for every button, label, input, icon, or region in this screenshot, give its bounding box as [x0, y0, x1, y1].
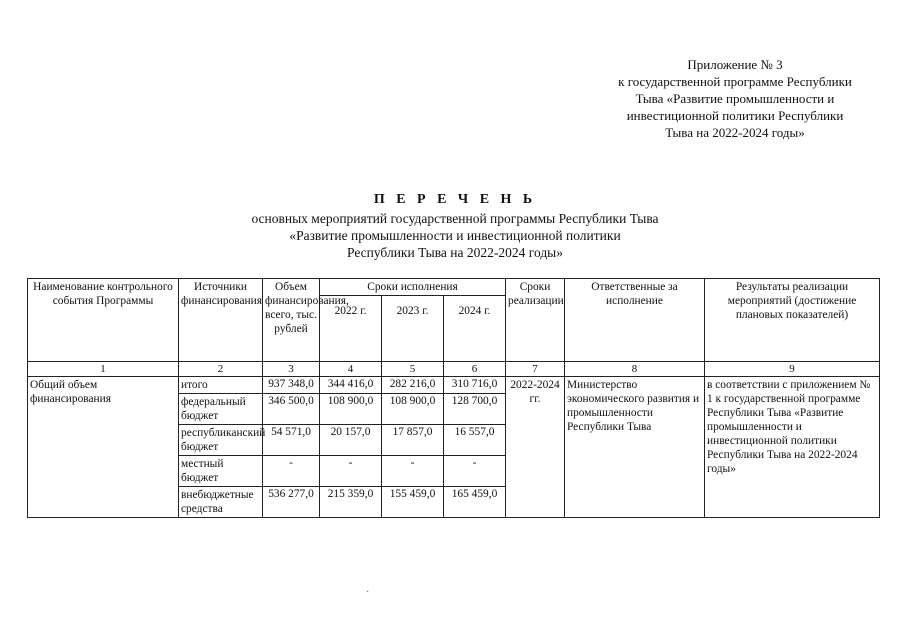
header-year-2023: 2023 г.: [382, 296, 444, 362]
source-cell: федеральный бюджет: [179, 394, 263, 425]
header-year-2022: 2022 г.: [320, 296, 382, 362]
header-volume: Объем финансирования, всего, тыс. рублей: [263, 279, 320, 362]
activities-table: [27, 278, 880, 518]
heading-line: основных мероприятий государственной программы Республики Тыва: [251, 211, 659, 226]
table-row: [28, 377, 880, 394]
source-cell: внебюджетные средства: [179, 487, 263, 518]
year-2022-cell: -: [320, 456, 382, 487]
year-2024-cell: 128 700,0: [444, 394, 506, 425]
header-year-2024: 2024 г.: [444, 296, 506, 362]
column-number: 5: [382, 362, 444, 377]
column-number: 7: [506, 362, 565, 377]
appendix-line: Приложение № 3: [687, 57, 783, 72]
source-cell: республиканский бюджет: [179, 425, 263, 456]
year-2024-cell: 165 459,0: [444, 487, 506, 518]
document-heading: [150, 191, 760, 261]
column-number: 2: [179, 362, 263, 377]
total-cell: -: [263, 456, 320, 487]
year-2022-cell: 344 416,0: [320, 377, 382, 394]
appendix-line: к государственной программе Республики: [618, 74, 852, 89]
header-event-name: Наименование контрольного события Программы: [28, 279, 179, 362]
year-2023-cell: -: [382, 456, 444, 487]
year-2024-cell: -: [444, 456, 506, 487]
year-2023-cell: 17 857,0: [382, 425, 444, 456]
appendix-line: Тыва на 2022-2024 годы»: [665, 125, 805, 140]
year-2024-cell: 310 716,0: [444, 377, 506, 394]
header-sources: Источники финансирования: [179, 279, 263, 362]
year-2023-cell: 282 216,0: [382, 377, 444, 394]
column-number: 1: [28, 362, 179, 377]
column-number: 9: [705, 362, 880, 377]
header-terms: Сроки исполнения: [320, 279, 506, 296]
year-2024-cell: 16 557,0: [444, 425, 506, 456]
table-header-row: [28, 279, 880, 296]
period-cell: 2022-2024 гг.: [506, 377, 565, 518]
appendix-line: инвестиционной политики Республики: [626, 108, 844, 123]
total-cell: 937 348,0: [263, 377, 320, 394]
header-responsible: Ответственные за исполнение: [565, 279, 705, 362]
year-2022-cell: 20 157,0: [320, 425, 382, 456]
year-2022-cell: 108 900,0: [320, 394, 382, 425]
document-title: П Е Р Е Ч Е Н Ь: [373, 192, 537, 207]
source-cell: итого: [179, 377, 263, 394]
column-number: 6: [444, 362, 506, 377]
header-results: Результаты реализации мероприятий (достижение плановых показателей): [705, 279, 880, 362]
appendix-line: Тыва «Развитие промышленности и: [635, 91, 835, 106]
event-name-cell: Общий объем финансирования: [28, 377, 179, 518]
column-number-row: [28, 362, 880, 377]
scan-speck: ·: [366, 587, 370, 598]
heading-line: Республики Тыва на 2022-2024 годы»: [346, 245, 564, 260]
year-2023-cell: 108 900,0: [382, 394, 444, 425]
column-number: 4: [320, 362, 382, 377]
column-number: 8: [565, 362, 705, 377]
column-number: 3: [263, 362, 320, 377]
results-cell: в соответствии с приложением № 1 к государственной программе Республики Тыва «Развитие промышленности и инвестиционной политики Республики Тыва на 2022-2024 годы»: [705, 377, 880, 518]
header-realization: Сроки реализации: [506, 279, 565, 362]
responsible-cell: Министерство экономического развития и промышленности Республики Тыва: [565, 377, 705, 518]
heading-line: «Развитие промышленности и инвестиционной политики: [289, 228, 621, 243]
year-2023-cell: 155 459,0: [382, 487, 444, 518]
appendix-header: [585, 56, 885, 141]
source-cell: местный бюджет: [179, 456, 263, 487]
total-cell: 346 500,0: [263, 394, 320, 425]
total-cell: 536 277,0: [263, 487, 320, 518]
year-2022-cell: 215 359,0: [320, 487, 382, 518]
total-cell: 54 571,0: [263, 425, 320, 456]
